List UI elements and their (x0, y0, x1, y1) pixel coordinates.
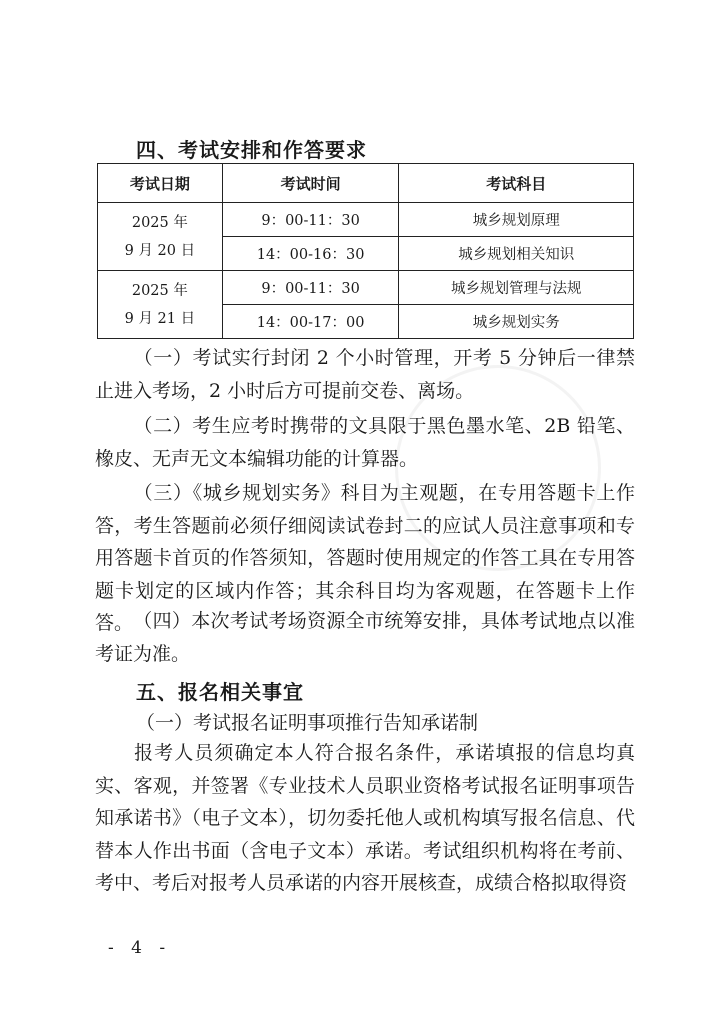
exam-subject-cell: 城乡规划管理与法规 (399, 271, 634, 305)
section-4-heading: 四、考试安排和作答要求 (136, 138, 367, 162)
paragraph-stationery (95, 410, 635, 475)
table-header-row (98, 164, 634, 203)
section-5-heading: 五、报名相关事宜 (136, 680, 304, 704)
table-row (98, 203, 634, 237)
paragraph-text: （一）考试实行封闭 2 个小时管理，开考 5 分钟后一律禁止进入考场，2 小时后方可提前交卷、离场。 (95, 347, 635, 402)
header-subject: 考试科目 (399, 164, 634, 203)
exam-date-cell (98, 271, 223, 339)
exam-time-cell: 9：00-11：30 (222, 271, 399, 305)
header-time: 考试时间 (222, 164, 399, 203)
paragraph-text: （三）《城乡规划实务》科目为主观题，在专用答题卡上作答，考生答题前必须仔细阅读试卷封二的应试人员注意事项和专用答题卡首页的作答须知，答题时使用规定的作答工具在专用答题卡划定的区域内作答；其余科目均为客观题，在答题卡上作答。 (95, 482, 635, 634)
date-year: 2025 年 (131, 214, 188, 231)
date-year: 2025 年 (131, 282, 188, 299)
paragraph-text: （四）本次考试考场资源全市统筹安排，具体考试地点以准考证为准。 (95, 610, 635, 665)
paragraph-exam-closure (95, 342, 635, 407)
exam-time-cell: 14：00-17：00 (222, 305, 399, 339)
exam-schedule-table (97, 163, 634, 339)
header-date: 考试日期 (98, 164, 223, 203)
table-row (98, 271, 634, 305)
exam-subject-cell: 城乡规划相关知识 (399, 237, 634, 271)
exam-time-cell: 9：00-11：30 (222, 203, 399, 237)
page-number: - 4 - (108, 938, 172, 958)
exam-date-cell (98, 203, 223, 271)
date-day: 9 月 21 日 (124, 310, 196, 327)
paragraph-text: （二）考生应考时携带的文具限于黑色墨水笔、2B 铅笔、橡皮、无声无文本编辑功能的计算器。 (95, 415, 635, 470)
subsection-heading: （一）考试报名证明事项推行告知承诺制 (136, 712, 479, 734)
paragraph-commitment (95, 737, 635, 900)
paragraph-text: 报考人员须确定本人符合报名条件，承诺填报的信息均真实、客观，并签署《专业技术人员职业资格考试报名证明事项告知承诺书》（电子文本），切勿委托他人或机构填写报名信息、代替本人作出书面（含电子文本）承诺。考试组织机构将在考前、考中、考后对报考人员承诺的内容开展核查，成绩合格拟取得资 (95, 742, 635, 894)
exam-subject-cell: 城乡规划原理 (399, 203, 634, 237)
date-day: 9 月 20 日 (124, 242, 196, 259)
exam-time-cell: 14：00-16：30 (222, 237, 399, 271)
paragraph-exam-venue (95, 605, 635, 670)
exam-subject-cell: 城乡规划实务 (399, 305, 634, 339)
